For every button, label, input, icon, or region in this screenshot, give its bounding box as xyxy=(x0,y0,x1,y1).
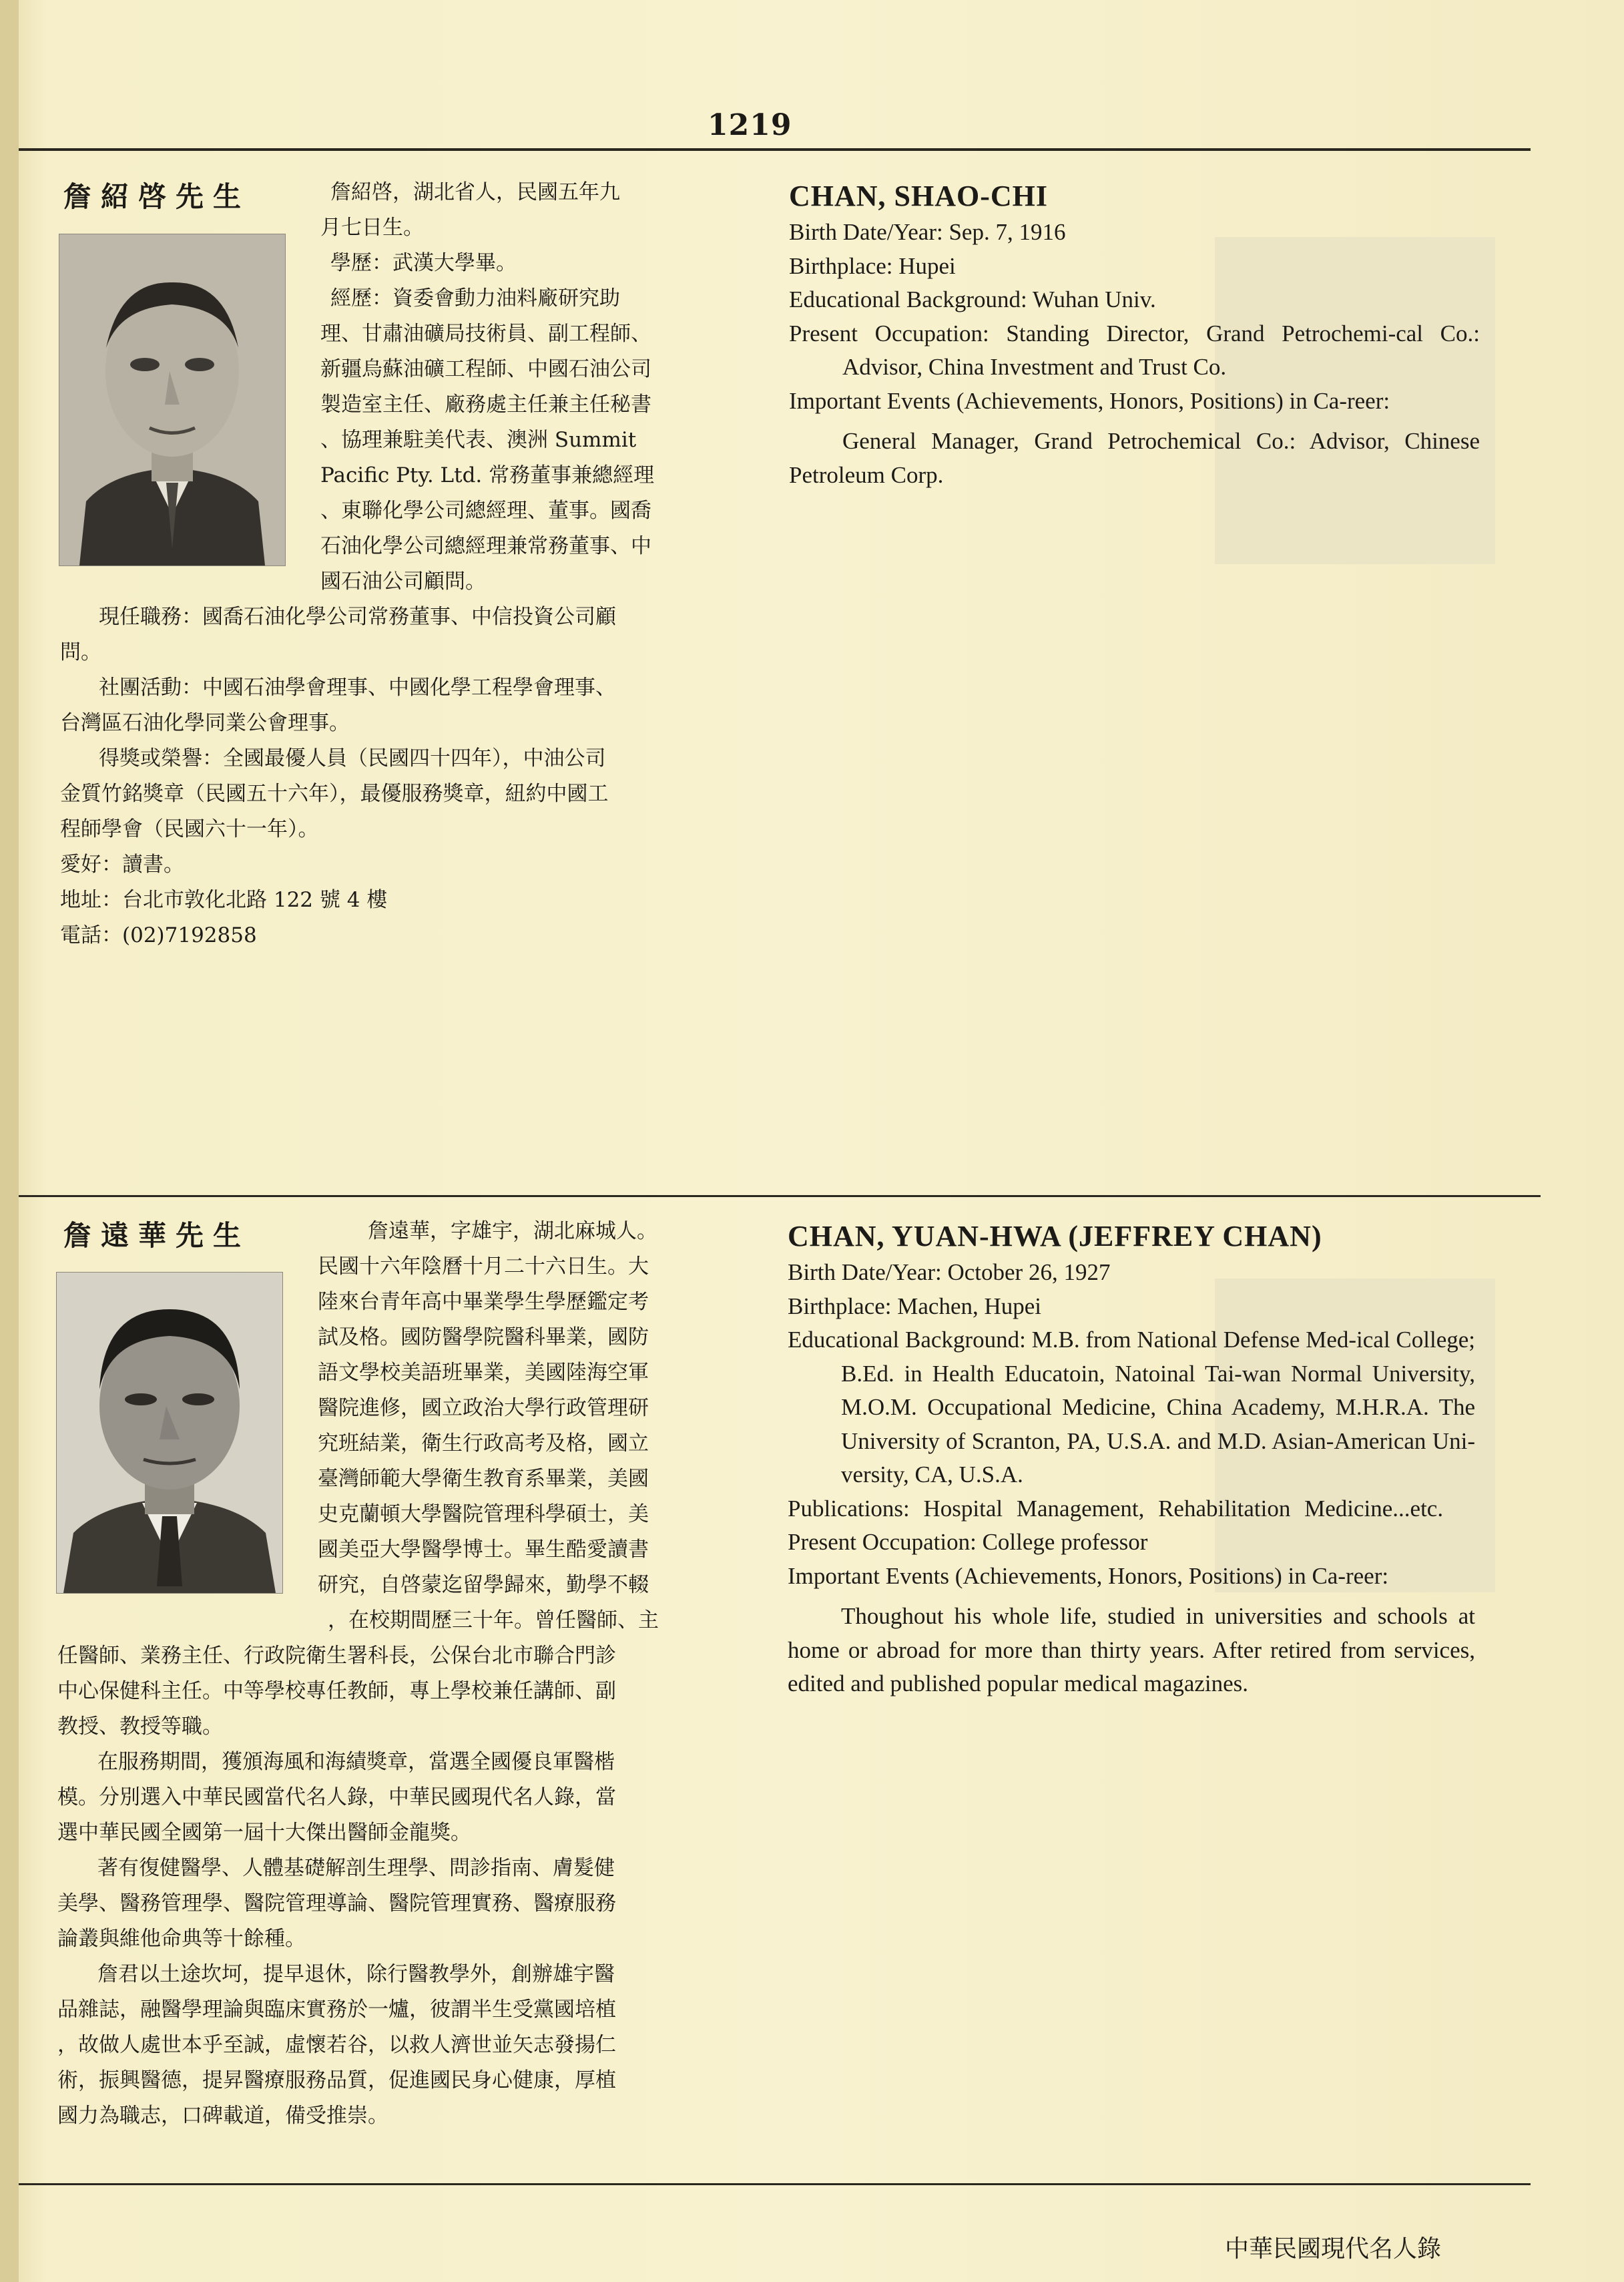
text-line: 任醫師、業務主任、行政院衛生署科長，公保台北市聯合門診 xyxy=(57,1644,616,1668)
middle-rule xyxy=(19,1195,1541,1197)
text-line: ，故做人處世本乎至誠，虛懷若谷，以救人濟世並矢志發揚仁 xyxy=(57,2033,616,2057)
text-line: 學歷：武漢大學畢。 xyxy=(330,251,517,275)
text-line: Educational Background: Wuhan Univ. xyxy=(789,286,1156,312)
page-gutter xyxy=(0,0,19,2282)
text-line: 語文學校美語班畢業，美國陸海空軍 xyxy=(318,1361,649,1385)
text-line: 、東聯化學公司總經理、董事。國喬 xyxy=(320,499,651,523)
text-line: 臺灣師範大學衛生教育系畢業，美國 xyxy=(318,1467,649,1491)
text-line: 問。 xyxy=(60,640,101,664)
text-line: Publications: Hospital Management, Rehabilitation Medicine...etc. xyxy=(788,1495,1444,1522)
entry-english-text xyxy=(788,1219,1475,1701)
text-line: 國石油公司顧問。 xyxy=(320,569,486,594)
text-line: Important Events (Achievements, Honors, Positions) in Ca-reer: xyxy=(789,387,1390,414)
text-line: ，在校期間歷三十年。曾任醫師、主 xyxy=(328,1608,659,1632)
text-line: 著有復健醫學、人體基礎解剖生理學、問診指南、膚髮健 xyxy=(97,1856,615,1880)
text-line: Birthplace: Machen, Hupei xyxy=(788,1293,1042,1319)
text-line: 、協理兼駐美代表、澳洲 Summit xyxy=(320,428,637,452)
text-line: 程師學會（民國六十一年）。 xyxy=(60,817,319,841)
text-line: 詹遠華，字雄宇，湖北麻城人。 xyxy=(368,1219,657,1243)
text-line: 國美亞大學醫學博士。畢生酷愛讀書 xyxy=(318,1538,649,1562)
text-line: 研究，自啓蒙迄留學歸來，勤學不輟 xyxy=(318,1573,649,1597)
text-line: 美學、醫務管理學、醫院管理導論、醫院管理實務、醫療服務 xyxy=(57,1891,616,1915)
text-paragraph: General Manager, Grand Petrochemical Co.: Advisor, Chinese Petroleum Corp. xyxy=(789,428,1480,488)
text-line: 經歷：資委會動力油料廠研究助 xyxy=(330,286,620,310)
entry-chinese-text xyxy=(57,1214,725,2134)
text-line: Pacific Pty. Ltd. 常務董事兼總經理 xyxy=(320,463,655,487)
text-line: 台灣區石油化學同業公會理事。 xyxy=(60,711,350,735)
text-line: 品雜誌，融醫學理論與臨床實務於一爐，彼謂半生受黨國培植 xyxy=(57,1998,616,2022)
entry-name-chinese: 詹紹啓先生 xyxy=(63,180,251,213)
text-line: 中心保健科主任。中等學校專任教師，專上學校兼任講師、副 xyxy=(57,1679,616,1703)
bottom-rule xyxy=(19,2183,1531,2185)
page-number: 1219 xyxy=(708,108,792,142)
text-line: 電話：(02)7192858 xyxy=(60,923,257,947)
text-line: 理、甘肅油礦局技術員、副工程師、 xyxy=(320,322,651,346)
text-line: 製造室主任、廠務處主任兼主任秘書 xyxy=(320,393,651,417)
text-line: 陸來台青年高中畢業學生學歷鑑定考 xyxy=(318,1290,649,1314)
entry-name-english: CHAN, YUAN-HWA (JEFFREY CHAN) xyxy=(788,1220,1322,1252)
text-line: 詹君以土途坎坷，提早退休，除行醫教學外，創辦雄宇醫 xyxy=(97,1962,615,1986)
text-line: 社團活動：中國石油學會理事、中國化學工程學會理事、 xyxy=(99,676,616,700)
text-line: 術，振興醫德，提昇醫療服務品質，促進國民身心健康，厚植 xyxy=(57,2068,616,2092)
text-line: 民國十六年陰曆十月二十六日生。大 xyxy=(318,1254,649,1279)
text-line: Birth Date/Year: Sep. 7, 1916 xyxy=(789,219,1066,245)
text-line: 國力為職志，口碑載道，備受推崇。 xyxy=(57,2104,388,2128)
text-line: 論叢與維他命典等十餘種。 xyxy=(57,1927,306,1951)
entry-chinese-text xyxy=(60,175,721,953)
text-line: 金質竹銘獎章（民國五十六年），最優服務獎章，紐約中國工 xyxy=(60,782,609,806)
text-line: Birth Date/Year: October 26, 1927 xyxy=(788,1259,1111,1285)
text-line: Present Occupation: College professor xyxy=(788,1529,1148,1555)
book-title-footer: 中華民國現代名人錄 xyxy=(1225,2235,1442,2263)
text-line: 月七日生。 xyxy=(320,216,424,240)
text-line: 石油化學公司總經理兼常務董事、中 xyxy=(320,534,651,558)
text-line: 試及格。國防醫學院醫科畢業，國防 xyxy=(318,1325,649,1349)
text-line: 現任職務：國喬石油化學公司常務董事、中信投資公司顧 xyxy=(99,605,616,629)
text-line: Birthplace: Hupei xyxy=(789,252,956,279)
text-line: 醫院進修，國立政治大學行政管理研 xyxy=(318,1396,649,1420)
text-line: Important Events (Achievements, Honors, Positions) in Ca-reer: xyxy=(788,1562,1389,1589)
text-line: 模。分別選入中華民國當代名人錄，中華民國現代名人錄，當 xyxy=(57,1785,616,1809)
text-line: Present Occupation: Standing Director, Grand Petrochemi-cal Co.: Advisor, China Investment and Trust Co. xyxy=(789,320,1480,380)
entry-name-english: CHAN, SHAO-CHI xyxy=(789,180,1049,212)
entry-english-text xyxy=(789,179,1480,492)
text-line: 愛好：讀書。 xyxy=(60,853,184,877)
text-paragraph: Thoughout his whole life, studied in universities and schools at home or abroad for more than thirty years. After retired from services, edited and published popular medical magazines. xyxy=(788,1603,1475,1696)
text-line: 選中華民國全國第一屆十大傑出醫師金龍獎。 xyxy=(57,1821,471,1845)
text-line: 地址：台北市敦化北路 122 號 4 樓 xyxy=(60,888,388,912)
top-rule xyxy=(19,148,1531,151)
text-line: 史克蘭頓大學醫院管理科學碩士，美 xyxy=(318,1502,649,1526)
text-line: 在服務期間，獲頒海風和海績獎章，當選全國優良軍醫楷 xyxy=(97,1750,615,1774)
text-line: 詹紹啓，湖北省人，民國五年九 xyxy=(330,180,620,204)
text-line: 教授、教授等職。 xyxy=(57,1715,223,1739)
text-line: 究班結業，衛生行政高考及格，國立 xyxy=(318,1431,649,1455)
text-line: 新疆烏蘇油礦工程師、中國石油公司 xyxy=(320,357,651,381)
text-line: 得獎或榮譽：全國最優人員（民國四十四年），中油公司 xyxy=(99,746,606,770)
entry-name-chinese: 詹遠華先生 xyxy=(63,1219,251,1252)
text-line: Educational Background: M.B. from National Defense Med-ical College; B.Ed. in Health Educatoin, Natoinal Tai-wan Normal University, M.O.M. Occupational Medicine, China Academy, M.H.R.A. The University of Scranton, PA, U.S.A. and M.D. Asian-American Uni-versity, CA, U.S.A. xyxy=(788,1327,1475,1488)
